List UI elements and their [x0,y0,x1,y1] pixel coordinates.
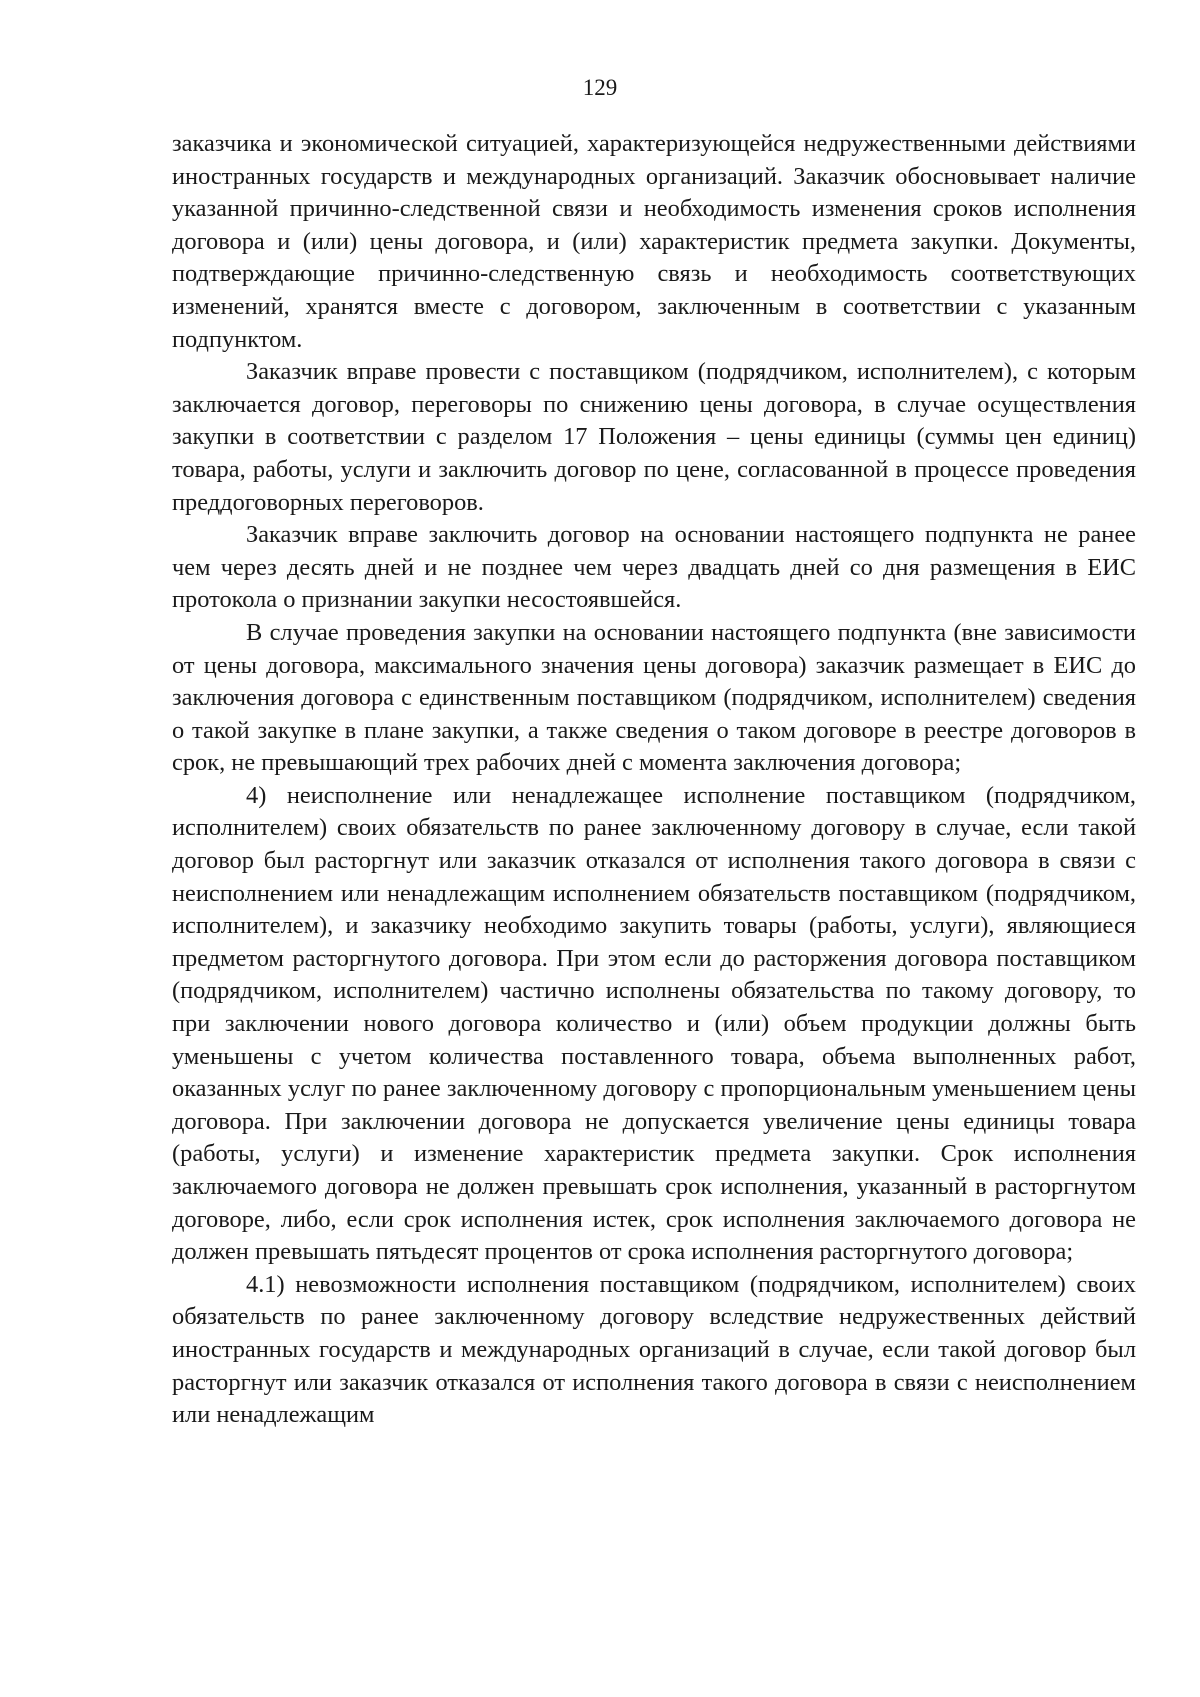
paragraph-conclusion-terms: Заказчик вправе заключить договор на основании настоящего подпункта не ранее чем через десять дней и не позднее чем через двадцать дней со дня размещения в ЕИС протокола о признании закупки несостоявшейся. [172,521,1136,614]
paragraph-eis-placement: В случае проведения закупки на основании настоящего подпункта (вне зависимости от цены договора, максимального значения цены договора) заказчик размещает в ЕИС до заключения договора с единственным поставщиком (подрядчиком, исполнителем) сведения о такой закупке в плане закупки, а также сведения о таком договоре в реестре договоров в срок, не превышающий трех рабочих дней с момента заключения договора; [172,618,1136,777]
page-number: 129 [582,75,618,100]
paragraph-continuation: заказчика и экономической ситуацией, характеризующейся недружественными действиями иностранных государств и международных организаций. Заказчик обосновывает наличие указанной причинно-следственной связи и необходимость изменения сроков исполнения договора и (или) цены договора, и (или) характеристик предмета закупки. Документы, подтверждающие причинно-следственную связь и необходимость соответствующих изменений, хранятся вместе с договором, заключенным в соответствии с указанным подпунктом. [172,130,1136,353]
paragraph-item-4: 4) неисполнение или ненадлежащее исполнение поставщиком (подрядчиком, исполнителем) своих обязательств по ранее заключенному договору в случае, если такой договор был расторгнут или заказчик отказался от исполнения такого договора в связи с неисполнением или ненадлежащим исполнением обязательств поставщиком (подрядчиком, исполнителем), и заказчику необходимо закупить товары (работы, услуги), являющиеся предметом расторгнутого договора. При этом если до расторжения договора поставщиком (подрядчиком, исполнителем) частично исполнены обязательства по такому договору, то при заключении нового договора количество и (или) объем продукции должны быть уменьшены с учетом количества поставленного товара, объема выполненных работ, оказанных услуг по ранее заключенному договору с пропорциональным уменьшением цены договора. При заключении договора не допускается увеличение цены единицы товара (работы, услуги) и изменение характеристик предмета закупки. Срок исполнения заключаемого договора не должен превышать срок исполнения, указанный в расторгнутом договоре, либо, если срок исполнения истек, срок исполнения заключаемого договора не должен превышать пятьдесят процентов от срока исполнения расторгнутого договора; [172,781,1136,1266]
document-body [172,128,1136,1432]
paragraph-item-4-1: 4.1) невозможности исполнения поставщиком (подрядчиком, исполнителем) своих обязательств по ранее заключенному договору вследствие недружественных действий иностранных государств и международных организаций в случае, если такой договор был расторгнут или заказчик отказался от исполнения такого договора в связи с неисполнением или ненадлежащим [172,1270,1136,1429]
paragraph-negotiation: Заказчик вправе провести с поставщиком (подрядчиком, исполнителем), с которым заключается договор, переговоры по снижению цены договора, в случае осуществления закупки в соответствии с разделом 17 Положения – цены единицы (суммы цен единиц) товара, работы, услуги и заключить договор по цене, согласованной в процессе проведения преддоговорных переговоров. [172,358,1136,516]
